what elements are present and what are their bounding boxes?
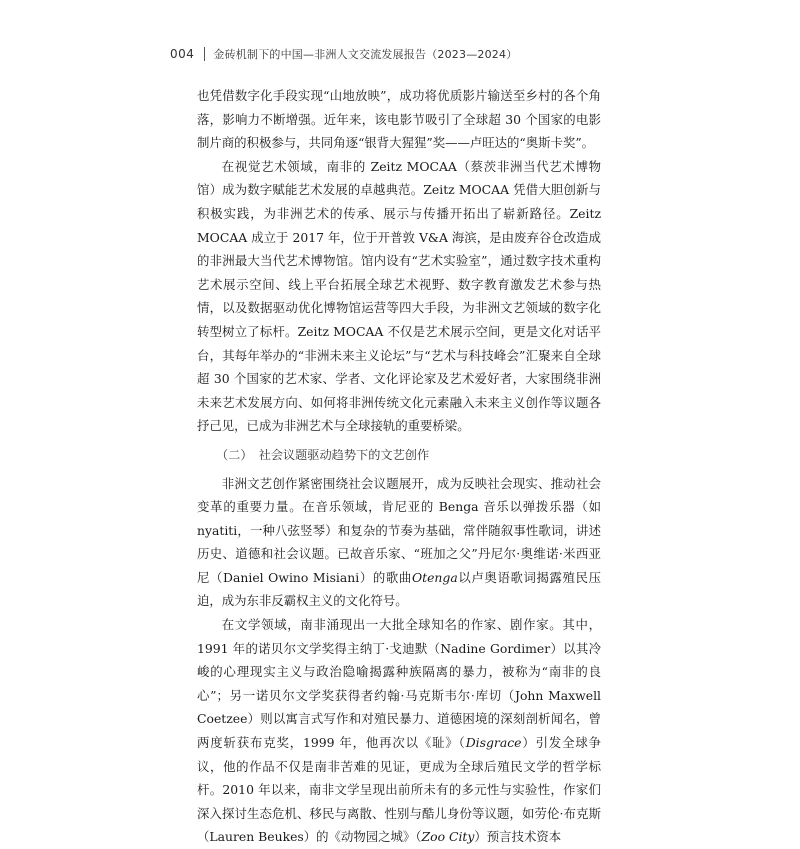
literature-text-3: ）预言技术资本 [474,829,562,845]
literature-text-1: 在文学领域，南非涌现出一大批全球知名的作家、剧作家。其中，1991 年的诺贝尔文学奖得主纳丁·戈迪默（Nadine Gordimer）以其冷峻的心理现实主义与政治隐喻揭露种族隔离的暴力，被称为“南非的良心”；另一诺贝尔文学奖获得者约翰·马克斯韦尔·库切（John Maxwell Coetzee）则以寓言式写作和对殖民暴力、道德困境的深刻剖析闻名，曾两度斩获布克奖，1999 年，他再次以《耻》（ [197,617,601,751]
subheading-text: 社会议题驱动趋势下的文艺创作 [258,447,430,462]
book-title-disgrace: Disgrace [465,735,522,751]
song-title: Otenga [411,569,458,585]
section-subheading [216,444,601,468]
page-header [170,46,517,62]
music-text-1: 非洲文艺创作紧密围绕社会议题展开，成为反映社会现实、推动社会变革的重要力量。在音乐领域，肯尼亚的 Benga 音乐以弹拨乐器（如 nyatiti，一种八弦竖琴）和复杂的节奏为基础，常伴随叙事性歌词，讲述历史、道德和社会议题。已故音乐家、“班加之父”丹尼尔·奥维诺·米西亚尼（Daniel Owino Misiani）的歌曲 [197,475,601,585]
subheading-number: （二） [216,447,253,462]
body-text [197,84,601,849]
running-title: 金砖机制下的中国—非洲人文交流发展报告（2023—2024） [213,48,518,61]
music-text-2: 以卢奥语歌词揭露殖民压迫，成为东非反霸权主义的文化符号。 [197,569,602,609]
page-number: 004 [170,47,195,61]
paragraph-literature [197,613,601,849]
paragraph-music [197,472,601,614]
book-title-zoo-city: Zoo City [421,829,475,845]
paragraph-continuation: 也凭借数字化手段实现“山地放映”，成功将优质影片输送至乡村的各个角落，影响力不断增强。近年来，该电影节吸引了全球超 30 个国家的电影制片商的积极参与，共同角逐“银背大猩猩”奖——卢旺达的“奥斯卡奖”。 [197,88,601,151]
literature-text-2: ）引发全球争议，他的作品不仅是南非苦难的见证，更成为全球后殖民文学的哲学标杆。2010 年以来，南非文学呈现出前所未有的多元性与实验性，作家们深入探讨生态危机、移民与离散、性别与酷儿身份等议题，如劳伦·布克斯（Lauren Beukes）的《动物园之城》（ [197,735,602,845]
header-divider [204,47,205,61]
paragraph-visual-arts: 在视觉艺术领域，南非的 Zeitz MOCAA（蔡茨非洲当代艺术博物馆）成为数字赋能艺术发展的卓越典范。Zeitz MOCAA 凭借大胆创新与积极实践，为非洲艺术的传承、展示与传播开拓出了崭新路径。Zeitz MOCAA 成立于 2017 年，位于开普敦 V&A 海滨，是由废弃谷仓改造成的非洲最大当代艺术博物馆。馆内设有“艺术实验室”，通过数字技术重构艺术展示空间、线上平台拓展全球艺术视野、数字教育激发艺术参与热情，以及数据驱动优化博物馆运营等四大手段，为非洲文艺领域的数字化转型树立了标杆。Zeitz MOCAA 不仅是艺术展示空间，更是文化对话平台，其每年举办的“非洲未来主义论坛”与“艺术与科技峰会”汇聚来自全球超 30 个国家的艺术家、学者、文化评论家及艺术爱好者，大家围绕非洲未来艺术发展方向、如何将非洲传统文化元素融入未来主义创作等议题各抒己见，已成为非洲艺术与全球接轨的重要桥梁。 [197,158,601,434]
